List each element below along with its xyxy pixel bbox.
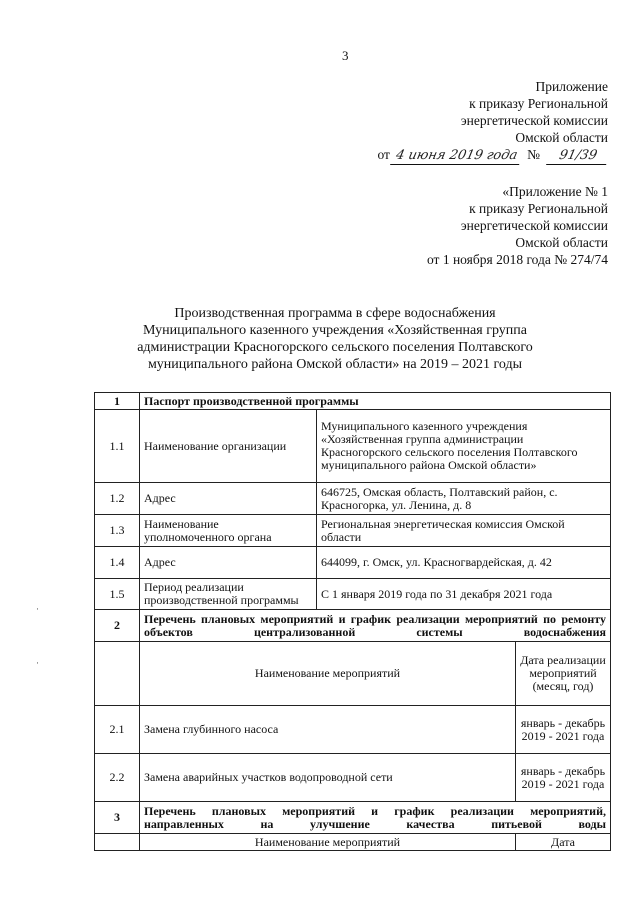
appendix-line: Приложение — [535, 79, 608, 94]
section-number: 3 — [95, 802, 140, 834]
appendix-header — [377, 78, 608, 165]
row-value: С 1 января 2019 года по 31 декабря 2021 года — [317, 579, 611, 610]
row-number: 1.1 — [95, 410, 140, 483]
order-prefix: от — [377, 147, 390, 162]
row-value: Региональная энергетическая комиссия Омской области — [317, 515, 611, 547]
section-number: 1 — [95, 393, 140, 410]
appendix-quoted-line: от 1 ноября 2018 года № 274/74 — [426, 252, 608, 267]
appendix-quoted-line: Омской области — [515, 235, 608, 250]
section-title: Перечень плановых мероприятий и график реализации мероприятий по ремонту объектов централизованной системы водоснабжения — [140, 610, 611, 642]
table-row — [95, 754, 611, 802]
appendix-line: энергетической комиссии — [460, 113, 608, 128]
margin-mark: · — [36, 604, 39, 614]
column-header-row — [95, 642, 611, 706]
row-number: 2.2 — [95, 754, 140, 802]
section-title: Паспорт производственной программы — [140, 393, 611, 410]
activity-name: Замена аварийных участков водопроводной сети — [140, 754, 516, 802]
table-row — [95, 547, 611, 579]
column-header-date: Дата — [516, 834, 611, 851]
title-line: муниципального района Омской области» на 2019 – 2021 годы — [147, 357, 523, 372]
activity-date: январь - декабрь 2019 - 2021 года — [516, 706, 611, 754]
column-header-name: Наименование мероприятий — [140, 834, 516, 851]
row-label: Адрес — [140, 483, 317, 515]
section-header-row — [95, 393, 611, 410]
order-number-sign: № — [527, 147, 540, 162]
appendix-line: к приказу Региональной — [469, 96, 608, 111]
row-label: Наименование организации — [140, 410, 317, 483]
row-number: 1.3 — [95, 515, 140, 547]
row-label: Период реализации производственной программы — [140, 579, 317, 610]
row-label: Адрес — [140, 547, 317, 579]
activity-name: Замена глубинного насоса — [140, 706, 516, 754]
row-value: Муниципального казенного учреждения «Хозяйственная группа администрации Красногорского сельского поселения Полтавского муниципального района Омской области» — [317, 410, 611, 483]
table-row — [95, 706, 611, 754]
appendix-quoted-line: к приказу Региональной — [469, 201, 608, 216]
handwritten-order-date: 4 июня 2019 года — [390, 147, 523, 165]
appendix-line: Омской области — [515, 130, 608, 145]
appendix-quoted — [427, 183, 608, 268]
appendix-quoted-line: энергетической комиссии — [460, 218, 608, 233]
table-row — [95, 515, 611, 547]
section-number: 2 — [95, 610, 140, 642]
production-program-table — [94, 392, 611, 851]
title-line: Муниципального казенного учреждения «Хозяйственная группа — [143, 323, 527, 338]
row-number: 1.2 — [95, 483, 140, 515]
table-row — [95, 579, 611, 610]
section-header-row — [95, 610, 611, 642]
activity-date: январь - декабрь 2019 - 2021 года — [516, 754, 611, 802]
section-header-row — [95, 802, 611, 834]
table-row — [95, 483, 611, 515]
row-value: 644099, г. Омск, ул. Красногвардейская, д. 42 — [317, 547, 611, 579]
table-row — [95, 410, 611, 483]
row-number: 1.5 — [95, 579, 140, 610]
handwritten-order-number: 91/39 — [546, 147, 610, 165]
page-number: 3 — [342, 48, 349, 63]
column-header-name: Наименование мероприятий — [140, 642, 516, 706]
order-reference — [377, 146, 608, 165]
row-number: 2.1 — [95, 706, 140, 754]
margin-mark: · — [36, 658, 39, 668]
column-header-date: Дата реализации мероприятий (месяц, год) — [516, 642, 611, 706]
column-header-row — [95, 834, 611, 851]
appendix-quoted-line: «Приложение № 1 — [502, 184, 608, 199]
section-title: Перечень плановых мероприятий и график реализации мероприятий, направленных на улучшение качества питьевой воды — [140, 802, 611, 834]
document-title — [110, 305, 560, 373]
row-label: Наименование уполномоченного органа — [140, 515, 317, 547]
title-line: Производственная программа в сфере водоснабжения — [174, 306, 496, 321]
row-value: 646725, Омская область, Полтавский район, с. Красногорка, ул. Ленина, д. 8 — [317, 483, 611, 515]
title-line: администрации Красногорского сельского поселения Полтавского — [137, 340, 533, 355]
row-number: 1.4 — [95, 547, 140, 579]
